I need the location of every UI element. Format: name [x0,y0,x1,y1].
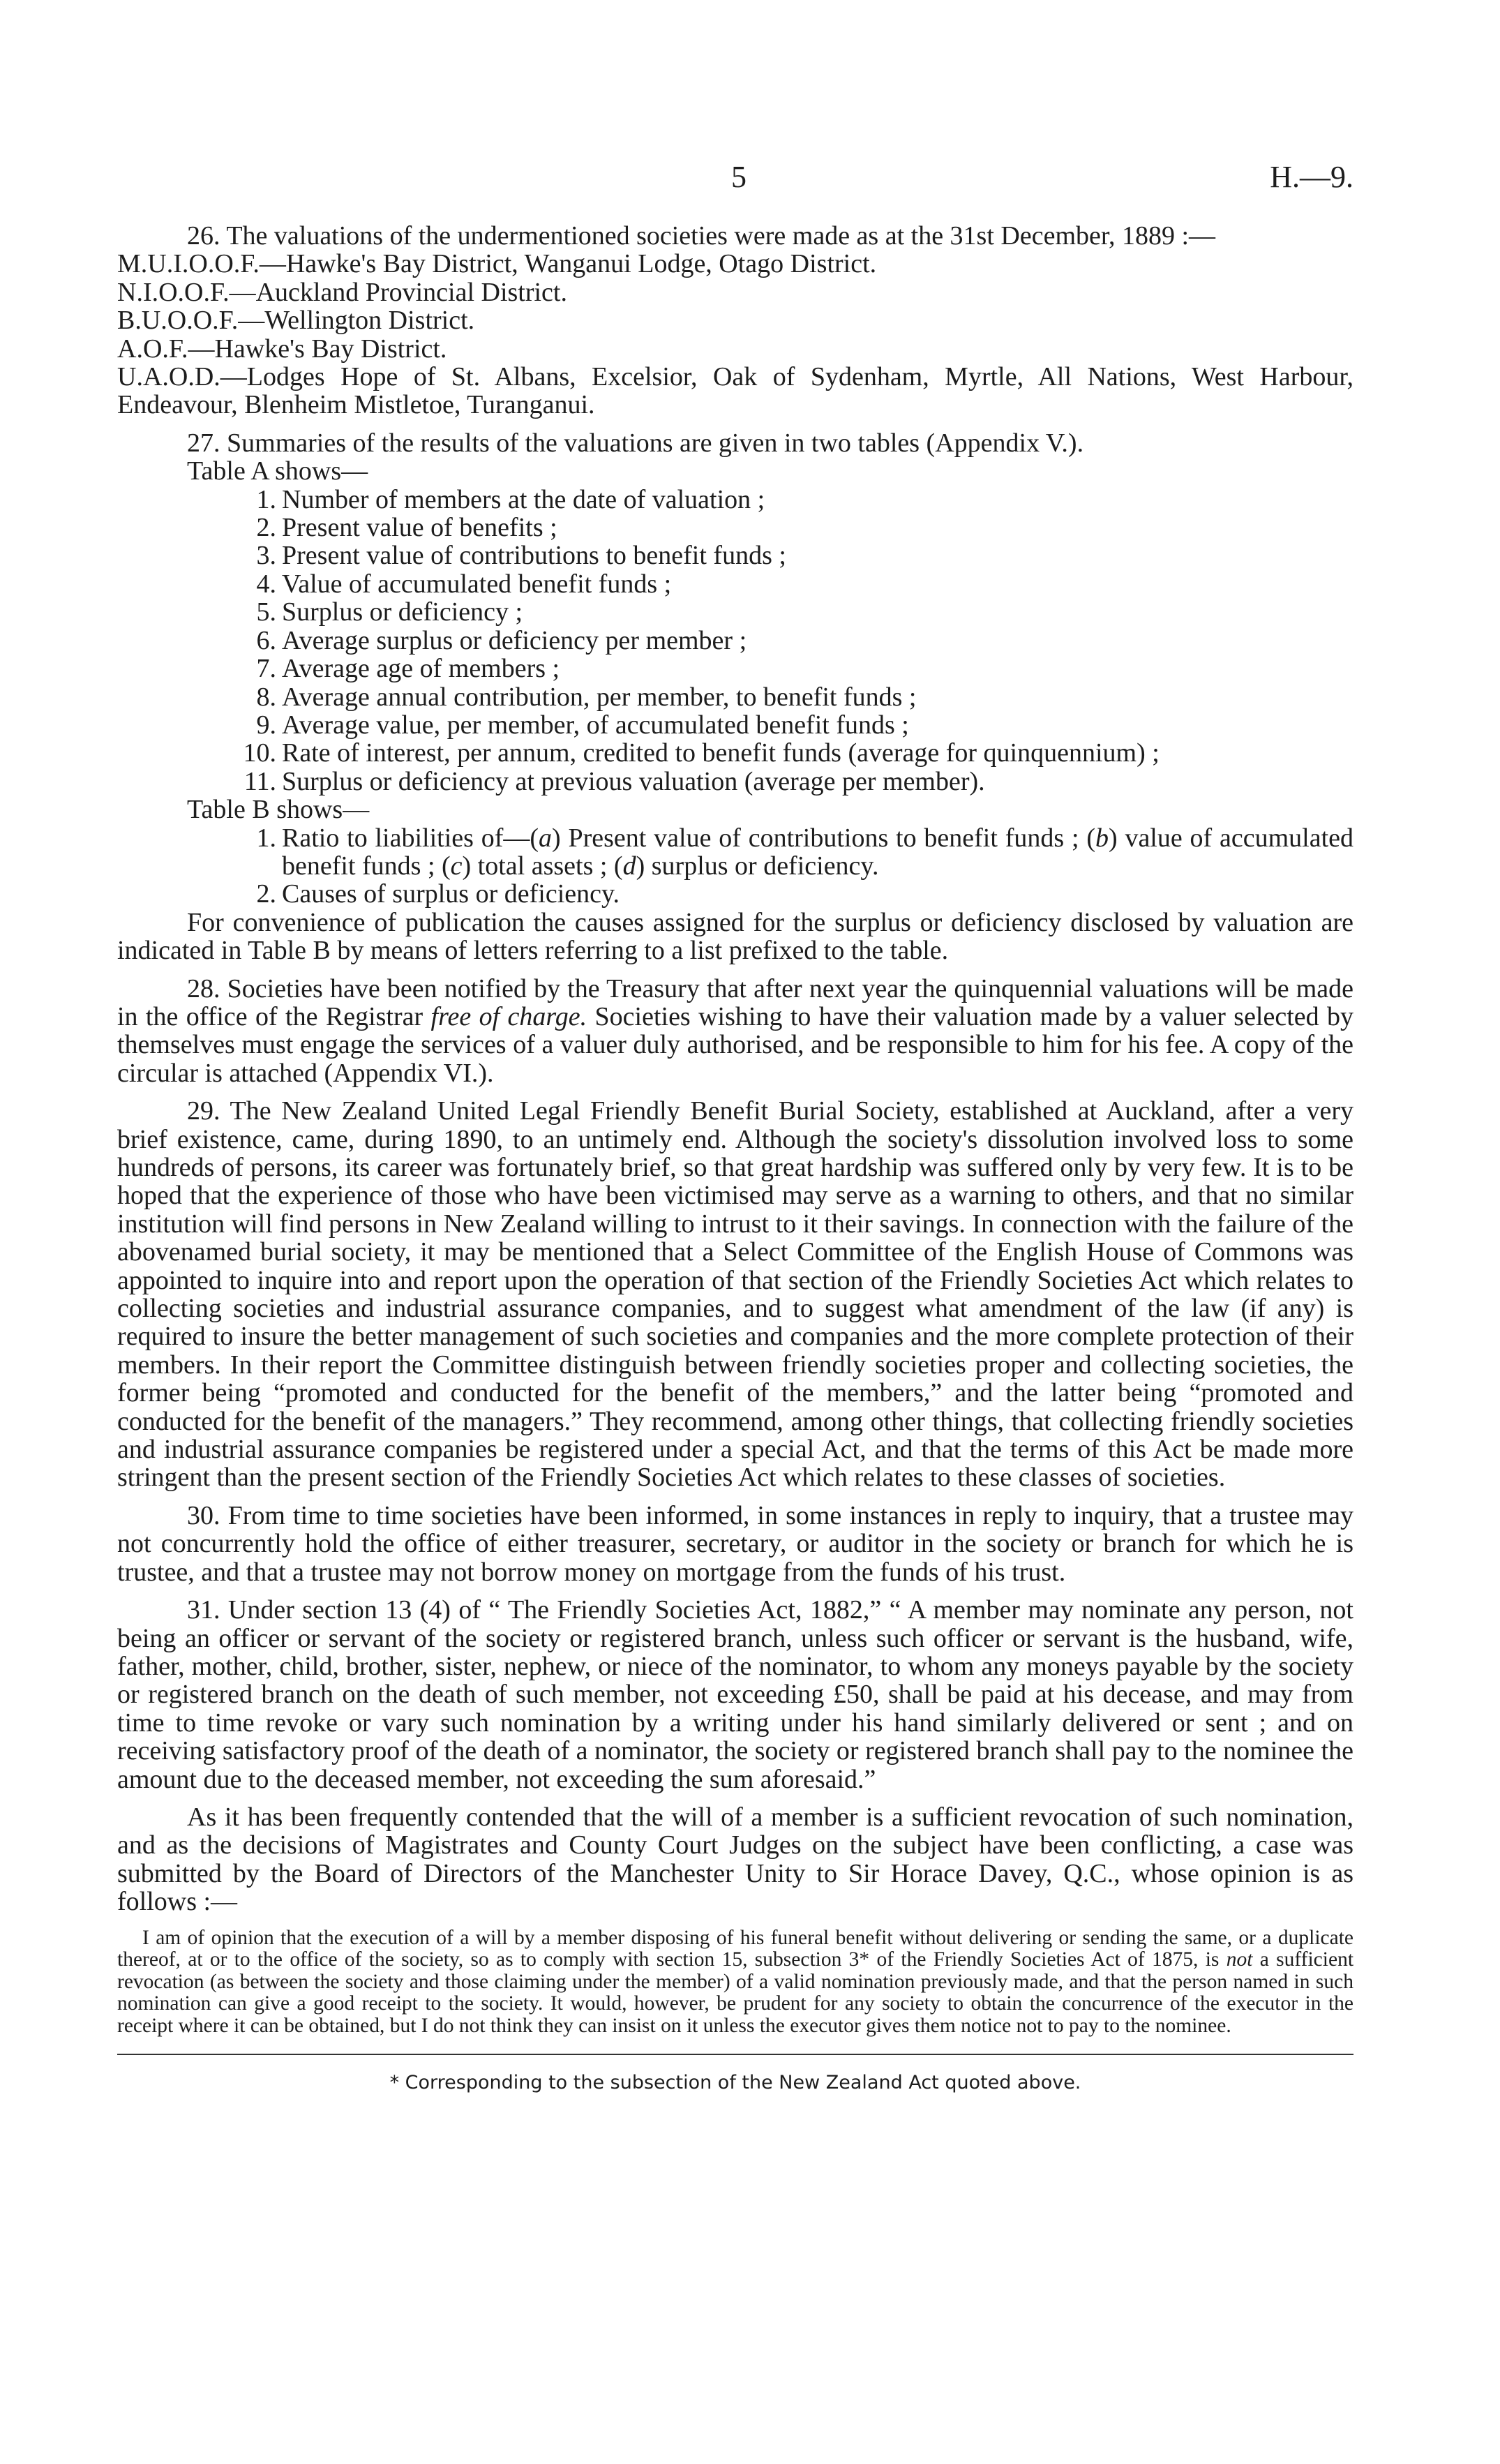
item-text: Rate of interest, per annum, credited to benefit funds (average for quinquennium) ; [282,738,1160,768]
item-text: Present value of contributions to benefit funds ; [282,541,786,571]
opinion-quote: I am of opinion that the execution of a will by a member disposing of his funeral benefit without delivering or sending the same, or a duplicate thereof, at or to the office of the society, so as to comply with section 15, subsection 3* of the Friendly Societies Act of 1875, is not a sufficient revocation (as between the society and those claiming under the member) of a valid nomination previously made, and that the person named in such nomination can give a good receipt to the society. It would, however, be prudent for any society to obtain the concurrence of the executor in the receipt where it can be obtained, but I do not think they can insist on it unless the executor gives them notice not to pay to the nominee. [117,1926,1354,2037]
item-text: Average surplus or deficiency per member ; [282,625,747,655]
footnote-rule [117,2054,1353,2055]
item-text: Number of members at the date of valuation ; [282,484,765,514]
item-number: 10. [243,738,276,768]
table-a-label: Table A shows— [187,456,368,486]
item-text: Present value of benefits ; [282,513,557,543]
table-b-list [117,824,1353,909]
table-a-list [117,486,1353,796]
item-number: 5. [256,597,276,627]
list-item [117,627,1353,655]
footnote: * Corresponding to the subsection of the New Zealand Act quoted above. [389,2072,1081,2094]
list-item [117,570,1353,598]
society-line: M.U.I.O.O.F.—Hawke's Bay District, Wanganui Lodge, Otago District. [117,249,877,279]
document-reference: H.—9. [1270,160,1353,194]
item-number: 1. [256,484,276,514]
para-30: 30. From time to time societies have been informed, in some instances in reply to inquiry, that a trustee may not concurrently hold the office of either treasurer, secretary, or auditor in the society or branch for which he is trustee, and that a trustee may not borrow money on mortgage from the funds of his trust. [117,1500,1353,1587]
item-text: Surplus or deficiency at previous valuation (average per member). [282,766,985,796]
para-29: 29. The New Zealand United Legal Friendly Benefit Burial Society, established at Auckland, after a very brief existence, came, during 1890, to an untimely end. Although the society's dissolution involved loss to some hundreds of persons, its career was fortunately brief, so that great hardship was suffered only by very few. It is to be hoped that the experience of those who have been victimised may serve as a warning to others, and that no similar institution will find persons in New Zealand willing to intrust to it their savings. In connection with the failure of the abovenamed burial society, it may be mentioned that a Select Committee of the English House of Commons was appointed to inquire into and report upon the operation of that section of the Friendly Societies Act which relates to collecting societies and industrial assurance companies, and to suggest what amendment of the law (if any) is required to insure the better management of such societies and companies and the more complete protection of their members. In their report the Committee distinguish between friendly societies proper and collecting societies, the former being “promoted and conducted for the benefit of the members,” and the latter being “promoted and conducted for the benefit of the managers.” They recommend, among other things, that collecting friendly societies and industrial assurance companies be registered under a special Act, and that the terms of this Act be made more stringent than the present section of the Friendly Societies Act which relates to these classes of societies. [117,1096,1353,1493]
para-26-intro: 26. The valuations of the undermentioned societies were made as at the 31st December, 1889 :— [187,221,1216,251]
item-text: Causes of surplus or deficiency. [282,879,620,909]
list-item [117,711,1353,739]
item-text: Surplus or deficiency ; [282,597,523,627]
item-number: 4. [256,569,276,599]
item-text: Ratio to liabilities of—(a) Present value of contributions to benefit funds ; (b) value of accumulated benefit funds ; (c) total assets ; (d) surplus or deficiency. [282,823,1353,881]
society-line-uaod: U.A.O.D.—Lodges Hope of St. Albans, Excelsior, Oak of Sydenham, Myrtle, All Nations, West Harbour, Endeavour, Blenheim Mistletoe, Turanganui. [117,362,1353,420]
page-number: 5 [731,160,747,194]
item-number: 2. [256,513,276,543]
list-item [117,683,1353,711]
item-number: 6. [256,625,276,655]
list-item [117,542,1353,569]
item-number: 3. [256,541,276,571]
item-text: Value of accumulated benefit funds ; [282,569,672,599]
item-number: 8. [256,682,276,712]
list-item [117,514,1353,542]
item-number: 1. [256,823,276,853]
item-text: Average annual contribution, per member, to benefit funds ; [282,682,917,712]
item-text: Average age of members ; [282,654,560,684]
list-item [117,739,1353,767]
society-line: B.U.O.O.F.—Wellington District. [117,306,475,336]
table-b-label: Table B shows— [187,795,370,825]
society-line: A.O.F.—Hawke's Bay District. [117,334,447,364]
item-number: 7. [256,654,276,684]
item-number: 9. [256,710,276,740]
list-item [117,655,1353,682]
para-27-intro: 27. Summaries of the results of the valuations are given in two tables (Appendix V.). [187,428,1084,458]
society-line: N.I.O.O.F.—Auckland Provincial District. [117,277,567,307]
para-will: As it has been frequently contended that the will of a member is a sufficient revocation of such nomination, and as the decisions of Magistrates and County Court Judges on the subject have been conflicting, a case was submitted by the Board of Directors of the Manchester Unity to Sir Horace Davey, Q.C., whose opinion is as follows :— [117,1802,1353,1917]
item-number: 2. [256,879,276,909]
document-body [117,222,1353,2097]
list-item [117,486,1353,514]
item-number: 11. [243,766,276,796]
item-text: Average value, per member, of accumulated benefit funds ; [282,710,909,740]
list-item [117,768,1353,796]
list-item [117,824,1353,881]
para-28: 28. Societies have been notified by the Treasury that after next year the quinquennial valuations will be made in the office of the Registrar free of charge. Societies wishing to have their valuation made by a valuer selected by themselves must engage the services of a valuer duly authorised, and be responsible to him for his fee. A copy of the circular is attached (Appendix VI.). [117,973,1354,1088]
list-item [117,880,1353,908]
list-item [117,598,1353,626]
para-31: 31. Under section 13 (4) of “ The Friendly Societies Act, 1882,” “ A member may nominate any person, not being an officer or servant of the society or registered branch, unless such officer or servant is the husband, wife, father, mother, child, brother, sister, nephew, or niece of the nominator, to whom any moneys payable by the society or registered branch on the death of such member, not exceeding £50, shall be paid at his decease, and may from time to time revoke or vary such nomination by a writing under his hand similarly delivered or sent ; and on receiving satisfactory proof of the death of a nominator, the society or registered branch shall pay to the nominee the amount due to the deceased member, not exceeding the sum aforesaid.” [117,1595,1353,1794]
para-27-convenience: For convenience of publication the causes assigned for the surplus or deficiency disclosed by valuation are indicated in Table B by means of letters referring to a list prefixed to the table. [117,907,1353,966]
